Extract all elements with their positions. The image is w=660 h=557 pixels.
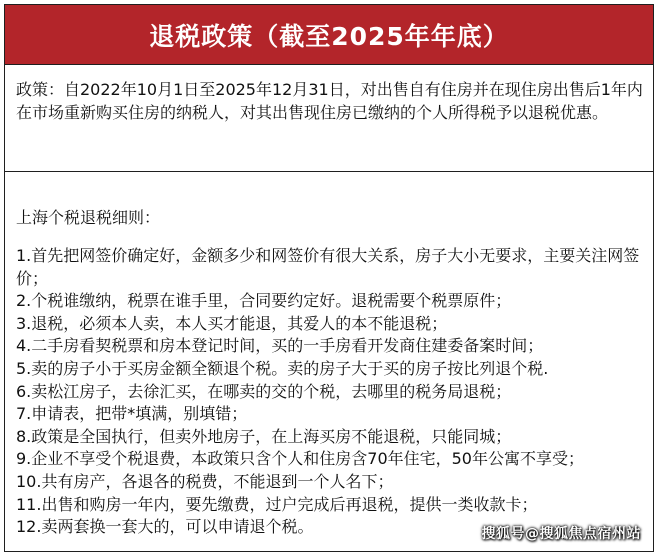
rule-item: 4.二手房看契税票和房本登记时间，买的一手房看开发商住建委备案时间；: [16, 336, 544, 356]
watermark: 搜狐号@搜狐焦点宿州站: [481, 526, 641, 542]
policy-section: [5, 64, 653, 172]
policy-card: [4, 4, 654, 552]
rule-item: 12.卖两套换一套大的，可以申请退个税。: [16, 517, 314, 537]
page-title: 退税政策（截至2025年年底）: [149, 21, 509, 51]
rule-item: 5.卖的房子小于买房金额全额退个税。卖的房子大于买的房子按比列退个税.: [16, 358, 549, 378]
rule-item: 3.退税，必须本人卖，本人买才能退，其爱人的本不能退税；: [16, 313, 448, 333]
policy-text: 政策：自2022年10月1日至2025年12月31日，对出售自有住房并在现住房出售后1年内在市场重新购买住房的纳税人，对其出售现住房已缴纳的个人所得税予以退税优惠。: [16, 80, 643, 122]
rule-item: 9.企业不享受个税退费，本政策只含个人和住房含70年住宅，50年公寓不享受；: [16, 449, 584, 469]
rule-item: 7.申请表，把带*填满，别填错；: [16, 404, 248, 424]
rule-item: 2.个税谁缴纳，税票在谁手里，合同要约定好。退税需要个税票原件；: [16, 291, 512, 311]
rule-item: 6.卖松江房子，去徐汇买，在哪卖的交的个税，去哪里的税务局退税；: [16, 381, 512, 401]
rule-item: 8.政策是全国执行，但卖外地房子，在上海买房不能退税，只能同城；: [16, 426, 512, 446]
title-bar: [5, 5, 653, 65]
rule-item: 10.共有房产，各退各的税费，不能退到一个人名下；: [16, 471, 394, 491]
rule-item: 1.首先把网签价确定好，金额多少和网签价有很大关系，房子大小无要求，主要关注网签价；: [16, 246, 640, 288]
rule-list: [16, 245, 645, 539]
rules-heading: 上海个税退税细则：: [16, 208, 161, 227]
rules-section: [5, 172, 653, 551]
rule-item: 11.出售和购房一年内，要先缴费，过户完成后再退税，提供一类收款卡；: [16, 494, 538, 514]
